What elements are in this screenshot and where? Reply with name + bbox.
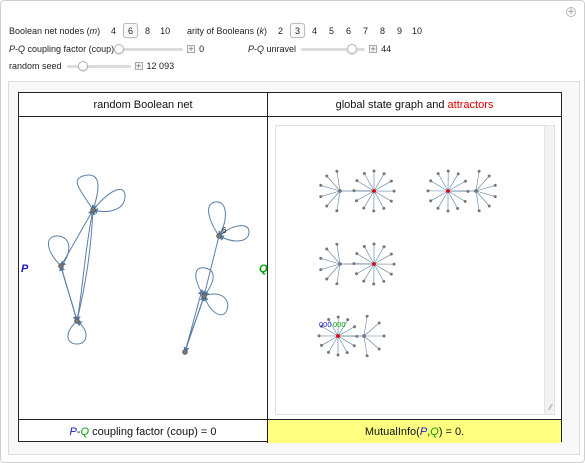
output-grid [18,92,562,442]
arity-option-10[interactable]: 10 [412,26,423,36]
state-node [325,247,328,250]
right-header: global state graph and attractors [268,93,561,117]
state-node [319,184,322,187]
state-node [355,252,358,255]
state-node [390,253,393,256]
state-edge [321,258,340,264]
state-edge [476,191,495,197]
state-node [335,243,338,246]
seed-value: 12 093 [146,61,175,71]
state-node [335,282,338,285]
state-node [320,344,323,347]
net-node [75,319,80,324]
state-node [366,315,369,318]
attractor-node [446,189,450,193]
edge [68,321,86,344]
state-node [319,268,322,271]
attractor-label-p: 000 [319,320,332,329]
state-node [366,354,369,357]
state-node [338,189,342,193]
seed-plus-icon[interactable]: + [135,62,142,70]
unravel-control [248,43,391,55]
state-node [478,209,481,212]
boolean-net-graph [19,118,267,418]
resize-grip-icon[interactable]: ⁄⁄ [549,403,552,412]
state-edge [321,185,340,191]
state-node [437,172,440,175]
state-node [478,170,481,173]
state-edge [321,264,340,270]
state-node [319,257,322,260]
unravel-slider-thumb[interactable] [347,44,357,54]
state-node [346,351,349,354]
state-node [363,172,366,175]
state-node [378,322,381,325]
state-node [325,205,328,208]
state-node [353,344,356,347]
arity-option-7[interactable]: 7 [363,26,369,36]
coupling-control [9,43,204,55]
edge [185,296,204,352]
state-node [355,272,358,275]
state-node [372,282,375,285]
state-edge [321,191,340,197]
edge [185,290,202,352]
edge [61,266,77,321]
edge [77,175,98,210]
attractor-node [372,189,376,193]
unravel-slider[interactable] [301,43,365,55]
unravel-value: 44 [381,44,392,54]
state-graph-pane[interactable] [275,125,555,415]
p-side-label: P [21,263,29,275]
mutual-info-readout: MutualInfo(P,Q) = 0. [268,419,561,443]
seed-slider[interactable] [67,60,131,72]
state-edge [476,185,495,191]
state-node [338,262,342,266]
global-state-graph [276,126,546,416]
coupling-value: 0 [199,44,205,54]
nodes-option-4[interactable]: 4 [111,26,117,36]
state-node [337,316,340,319]
state-node [319,195,322,198]
state-node [392,190,395,193]
unravel-label: P-Q unravel [248,44,297,54]
node-label-6: 6 [222,226,227,235]
state-node [346,318,349,321]
arity-option-2[interactable]: 2 [278,26,284,36]
state-node [353,325,356,328]
state-node [429,199,432,202]
state-node [488,205,491,208]
state-node [325,278,328,281]
state-node [390,200,393,203]
nodes-label: Boolean net nodes (m) [9,25,101,36]
state-node [362,334,366,338]
arity-control [187,23,427,38]
nodes-option-6[interactable]: 6 [123,23,138,38]
state-node [466,190,469,193]
state-node [355,179,358,182]
net-node [91,208,96,213]
state-node [372,209,375,212]
state-node [382,207,385,210]
unravel-plus-icon[interactable]: + [370,45,376,53]
edge [204,236,219,296]
state-node [474,189,478,193]
output-panel [8,81,580,455]
seed-slider-thumb[interactable] [78,61,88,71]
state-node [464,180,467,183]
nodes-option-10[interactable]: 10 [160,26,171,36]
state-node [325,174,328,177]
state-node [494,184,497,187]
coupling-label: P-Q coupling factor (coup) [9,44,115,54]
state-node [429,179,432,182]
attractor-node [336,334,340,338]
state-node [363,245,366,248]
vertical-scrollbar[interactable] [544,126,554,414]
arity-option-6[interactable]: 6 [346,26,352,36]
state-node [457,172,460,175]
state-node [447,210,450,213]
seed-control [9,60,174,72]
arity-label: arity of Booleans (k) [187,25,268,36]
state-node [383,245,386,248]
state-node [362,207,365,210]
state-node [355,199,358,202]
state-node [436,207,439,210]
state-node [378,347,381,350]
coupling-plus-icon[interactable]: + [188,45,195,53]
state-node [362,280,365,283]
state-node [488,174,491,177]
state-node [318,334,321,337]
state-edge [364,316,367,336]
attractor-node [372,262,376,266]
state-node [494,195,497,198]
state-node [456,207,459,210]
state-node [373,170,376,173]
state-node [373,243,376,246]
state-node [355,335,358,338]
state-node [382,280,385,283]
expand-icon[interactable]: + [567,7,575,17]
arity-option-5[interactable]: 5 [329,26,335,36]
arity-option-4[interactable]: 4 [312,26,318,36]
coupling-readout: P-Q coupling factor (coup) = 0 [19,419,267,443]
state-node [337,354,340,357]
arity-option-3[interactable]: 3 [290,23,305,38]
state-node [447,170,450,173]
nodes-setter-bar [106,23,175,38]
net-node [183,350,188,355]
state-edge [364,336,379,349]
edge [196,268,213,296]
q-side-label: Q [259,263,268,275]
state-node [327,351,330,354]
state-node [335,209,338,212]
edge [48,236,68,266]
nodes-option-8[interactable]: 8 [145,26,151,36]
state-node [464,200,467,203]
net-node [59,264,64,269]
state-node [353,189,356,192]
state-node [383,335,386,338]
coupling-slider[interactable] [119,43,183,55]
state-node [390,273,393,276]
edge [77,210,93,321]
attractor-label-q: 000 [333,320,346,329]
left-header: random Boolean net [19,93,267,117]
nodes-control [9,23,175,38]
edge [204,294,228,315]
arity-option-9[interactable]: 9 [397,26,403,36]
net-node [217,234,222,239]
arity-option-8[interactable]: 8 [380,26,386,36]
state-node [335,170,338,173]
arity-setter-bar [273,23,427,38]
coupling-slider-thumb[interactable] [114,44,124,54]
state-edge [364,323,379,336]
state-node [427,189,430,192]
state-node [383,172,386,175]
net-node [202,294,207,299]
seed-label: random seed [9,61,62,71]
state-node [390,180,393,183]
state-node [392,263,395,266]
state-edge [364,336,367,356]
state-node [353,262,356,265]
